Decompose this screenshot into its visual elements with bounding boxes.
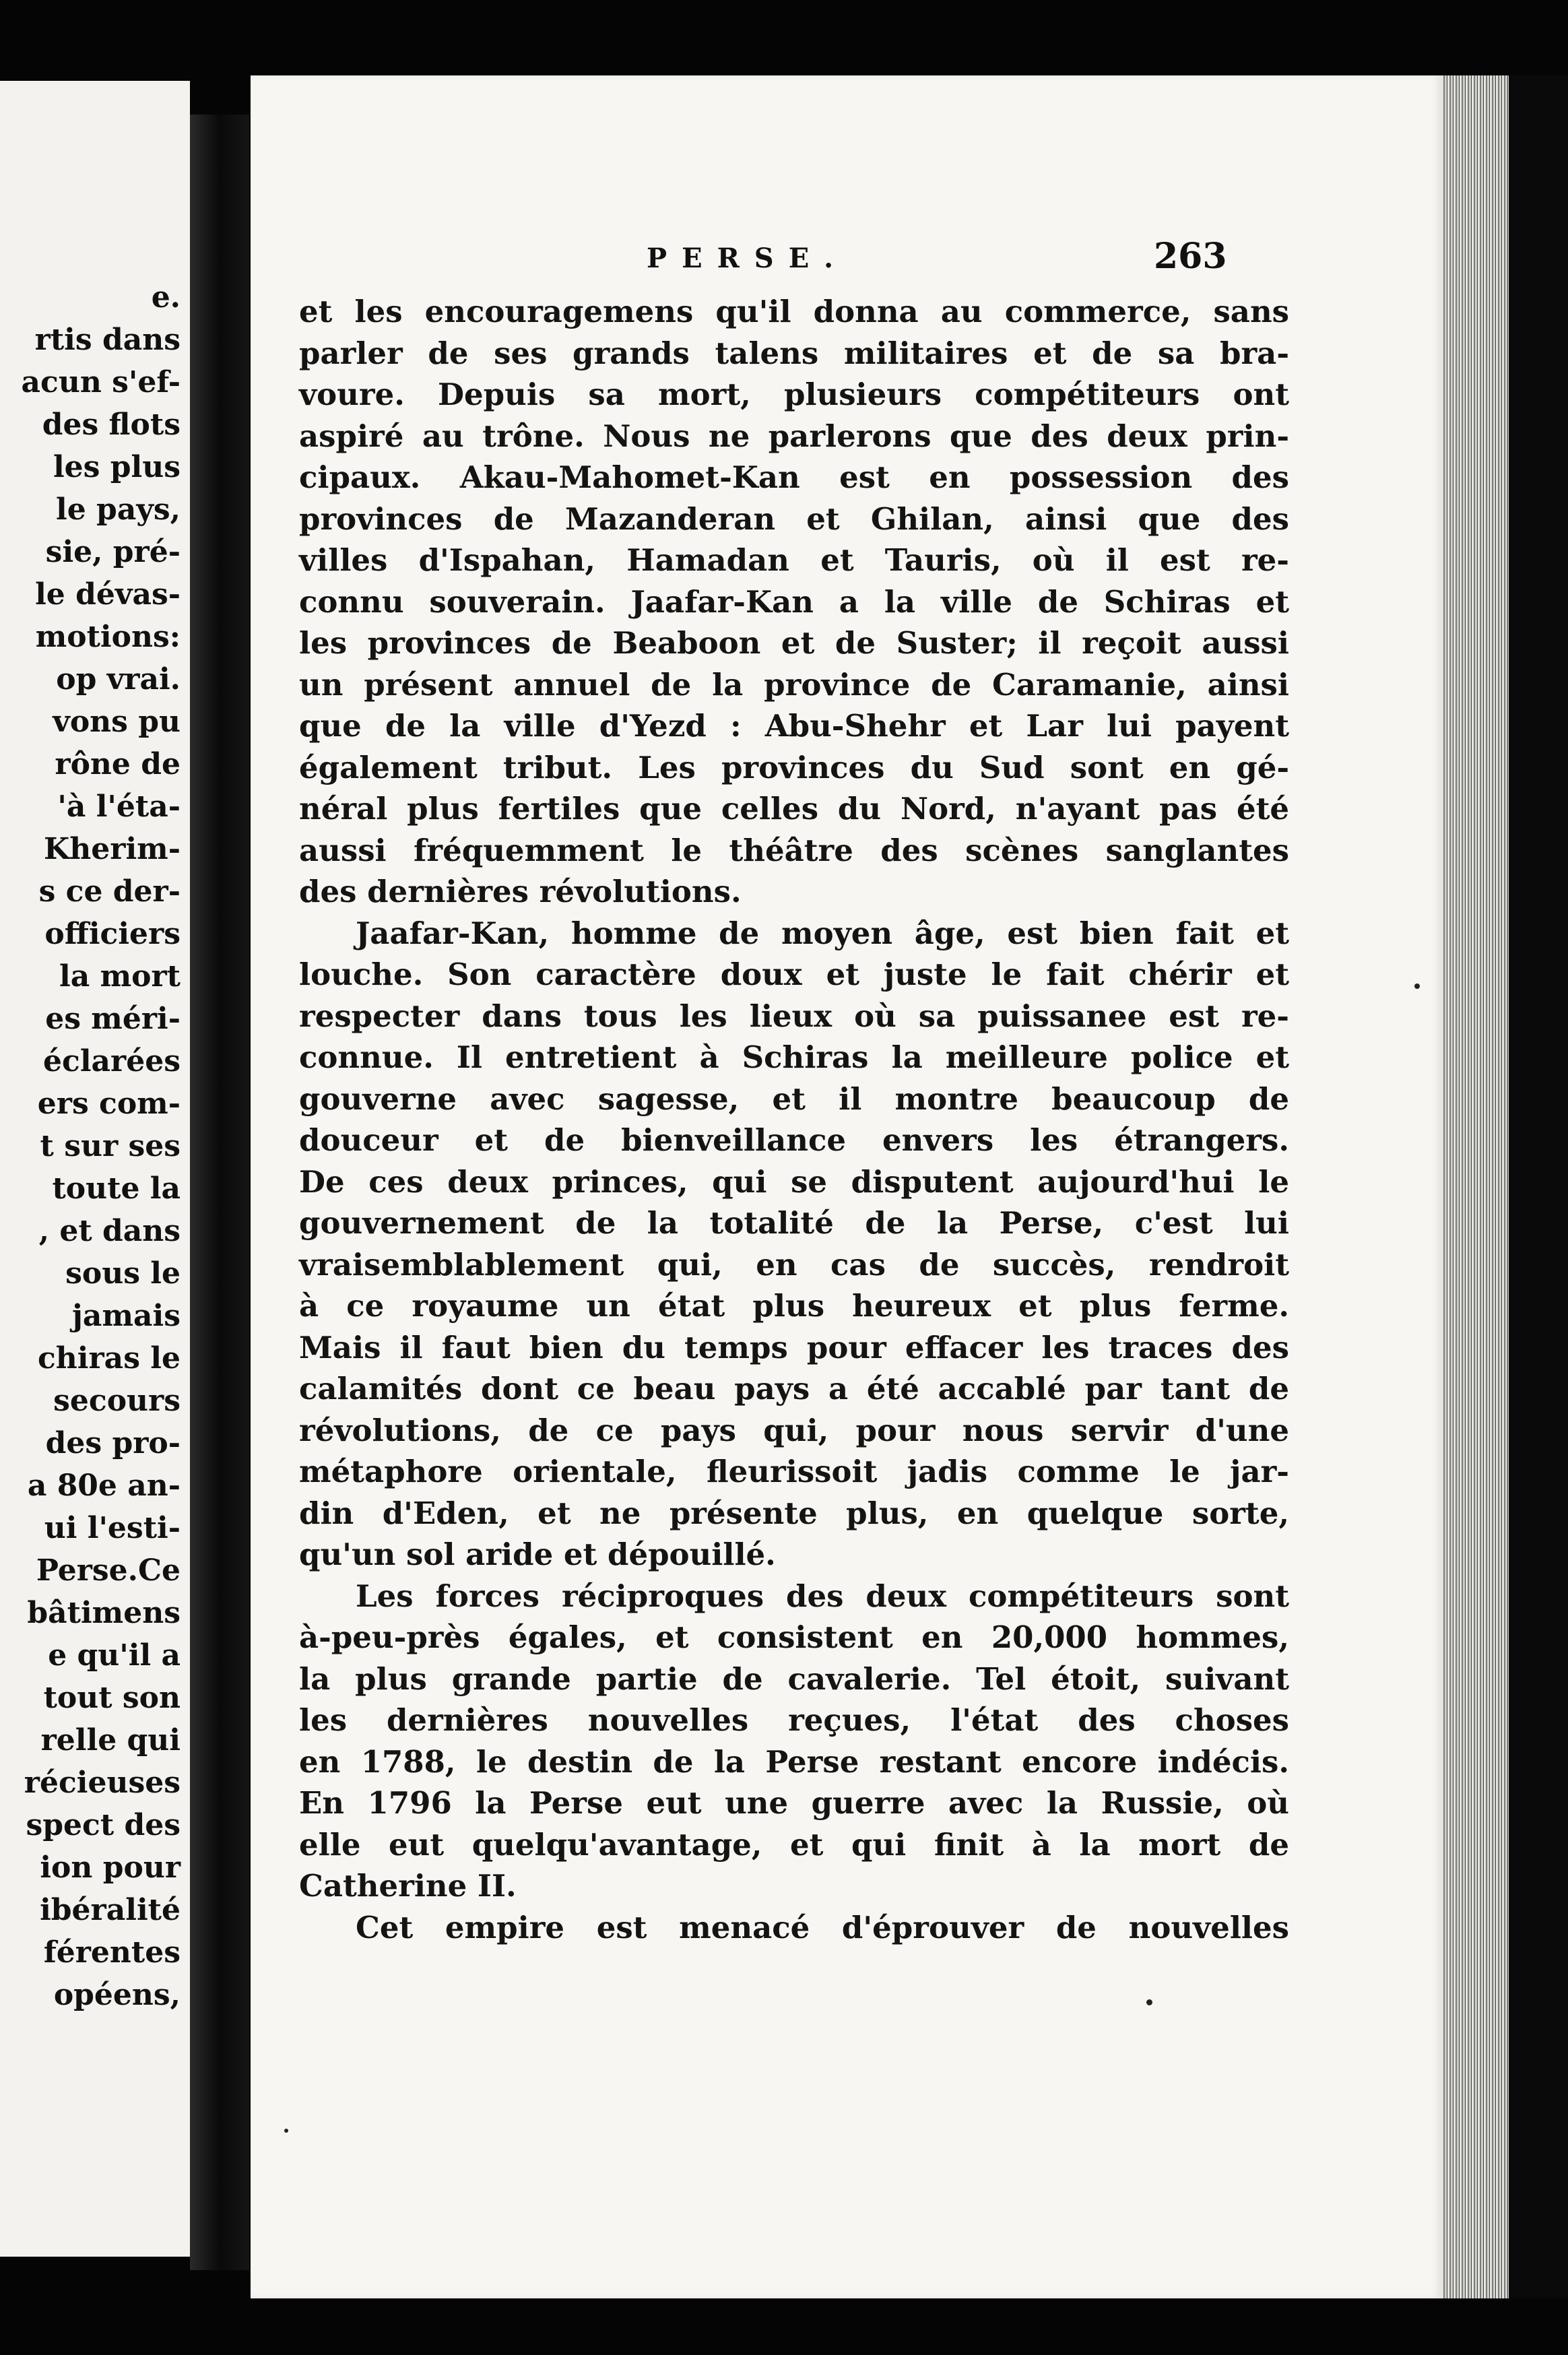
previous-page-fragment: ibéralité [40,1893,181,1927]
text-line: révolutions, de ce pays qui, pour nous servir d'une [299,1412,1289,1448]
previous-page-fragment: secours [53,1384,181,1418]
text-line: respecter dans tous les lieux où sa puissanee est re- [299,998,1289,1034]
previous-page-fragment: le dévas- [35,577,181,612]
text-line: néral plus fertiles que celles du Nord, n'ayant pas été [299,791,1289,827]
scan-speck [284,2129,288,2133]
scan-speck [1146,1999,1152,2005]
previous-page-fragment: ers com- [37,1087,181,1121]
previous-page-fragment: Perse.Ce [36,1553,181,1588]
previous-page-fragment: les plus [53,450,181,484]
text-line: et les encouragemens qu'il donna au commerce, sans [299,294,1289,329]
text-line: vraisemblablement qui, en cas de succès, rendroit [299,1246,1289,1283]
previous-page-fragment: férentes [43,1935,181,1970]
text-line: aussi fréquemment le théâtre des scènes sanglantes [299,832,1289,868]
text-line: Mais il faut bien du temps pour effacer les traces des [299,1329,1289,1365]
text-line: parler de ses grands talens militaires et de sa bra- [299,335,1289,371]
text-line: les provinces de Beaboon et de Suster; il reçoit aussi [299,625,1289,661]
previous-page-fragment: toute la [52,1171,181,1206]
previous-page-fragment: ui l'esti- [44,1511,181,1545]
text-line: din d'Eden, et ne présente plus, en quelque sorte, [299,1495,1289,1531]
previous-page-fragment: opéens, [53,1978,181,2012]
previous-page-fragment: rtis dans [34,323,181,357]
paragraph-end-line: Catherine II. [299,1868,517,1904]
page-number: 263 [1154,236,1227,277]
running-title: PERSE. [647,243,849,274]
previous-page-fragment: jamais [72,1299,181,1333]
text-line: les dernières nouvelles reçues, l'état des choses [299,1702,1289,1738]
text-line: connu souverain. Jaafar-Kan a la ville de Schiras et [299,583,1289,620]
scan-border-right [1509,75,1568,2298]
scan-speck [1414,983,1420,989]
text-line: aspiré au trône. Nous ne parlerons que des deux prin- [299,418,1289,454]
text-line: De ces deux princes, qui se disputent aujourd'hui le [299,1163,1289,1200]
text-line: à ce royaume un état plus heureux et plus ferme. [299,1288,1289,1324]
previous-page-fragment: acun s'ef- [21,365,181,399]
text-line: voure. Depuis sa mort, plusieurs compétiteurs ont [299,377,1289,412]
text-line: connue. Il entretient à Schiras la meilleure police et [299,1039,1289,1075]
previous-page-fragment: vons pu [53,705,181,739]
text-line: un présent annuel de la province de Caramanie, ainsi [299,666,1289,703]
text-line: que de la ville d'Yezd : Abu-Shehr et Lar lui payent [299,708,1289,744]
body-text [299,291,1289,1948]
previous-page-fragment: éclarées [43,1044,181,1078]
text-line: gouvernement de la totalité de la Perse, c'est lui [299,1205,1289,1241]
previous-page-fragment: ion pour [40,1850,181,1885]
previous-page-fragment: 'à l'éta- [57,789,181,824]
previous-page-fragment: motions: [35,620,181,654]
previous-page-fragment: a 80e an- [27,1469,181,1503]
previous-page-fragment: relle qui [40,1723,181,1757]
text-line: en 1788, le destin de la Perse restant encore indécis. [299,1743,1289,1780]
paragraph-first-line: Jaafar-Kan, homme de moyen âge, est bien fait et [356,915,1289,951]
previous-page-fragment: Kherim- [44,832,181,866]
text-line: elle eut quelqu'avantage, et qui finit à la mort de [299,1826,1289,1863]
previous-page-fragment: , et dans [38,1214,181,1248]
previous-page-fragment: e qu'il a [48,1638,181,1673]
previous-page-fragment: spect des [26,1808,181,1842]
previous-page-fragment: des flots [42,408,181,442]
text-line: louche. Son caractère doux et juste le fait chérir et [299,957,1289,992]
previous-page-fragment: sie, pré- [45,535,181,569]
previous-page-fragment: rône de [55,747,181,781]
text-line: à-peu-près égales, et consistent en 20,000 hommes, [299,1619,1289,1655]
paragraph-first-line: Cet empire est menacé d'éprouver de nouvelles [356,1909,1289,1945]
previous-page-fragment: es méri- [45,1002,181,1036]
previous-page-fragment: le pays, [56,492,181,527]
text-line: la plus grande partie de cavalerie. Tel étoit, suivant [299,1660,1289,1697]
previous-page-fragment: sous le [65,1256,181,1291]
previous-page-fragment: s ce der- [38,874,181,909]
page-stack-edges [1441,75,1509,2298]
text-line: métaphore orientale, fleurissoit jadis comme le jar- [299,1454,1289,1489]
text-line: provinces de Mazanderan et Ghilan, ainsi que des [299,501,1289,537]
paragraph-end-line: qu'un sol aride et dépouillé. [299,1537,776,1572]
text-line: douceur et de bienveillance envers les étrangers. [299,1122,1289,1158]
previous-page-fragment: t sur ses [40,1129,181,1163]
previous-page-fragment: la mort [59,959,181,994]
text-line: villes d'Ispahan, Hamadan et Tauris, où il est re- [299,542,1289,578]
previous-page-fragment: e. [151,280,181,315]
previous-page-fragment: chiras le [38,1341,181,1376]
text-line: En 1796 la Perse eut une guerre avec la Russie, où [299,1785,1289,1821]
book-gutter [190,115,249,2270]
paragraph-end-line: des dernières révolutions. [299,874,742,909]
previous-page-fragment: officiers [44,917,181,951]
text-line: cipaux. Akau-Mahomet-Kan est en possession des [299,459,1289,495]
previous-page-fragment: op vrai. [56,662,181,697]
paragraph-first-line: Les forces réciproques des deux compétiteurs sont [356,1578,1289,1614]
text-line: également tribut. Les provinces du Sud sont en gé- [299,749,1289,785]
previous-page-fragment: tout son [43,1681,181,1715]
previous-page-fragment: des pro- [45,1426,181,1460]
text-line: calamités dont ce beau pays a été accablé par tant de [299,1371,1289,1407]
previous-page-fragment: bâtimens [27,1596,181,1630]
text-line: gouverne avec sagesse, et il montre beaucoup de [299,1080,1289,1117]
previous-page-fragment: récieuses [24,1766,181,1800]
previous-page-edge [0,81,190,2257]
